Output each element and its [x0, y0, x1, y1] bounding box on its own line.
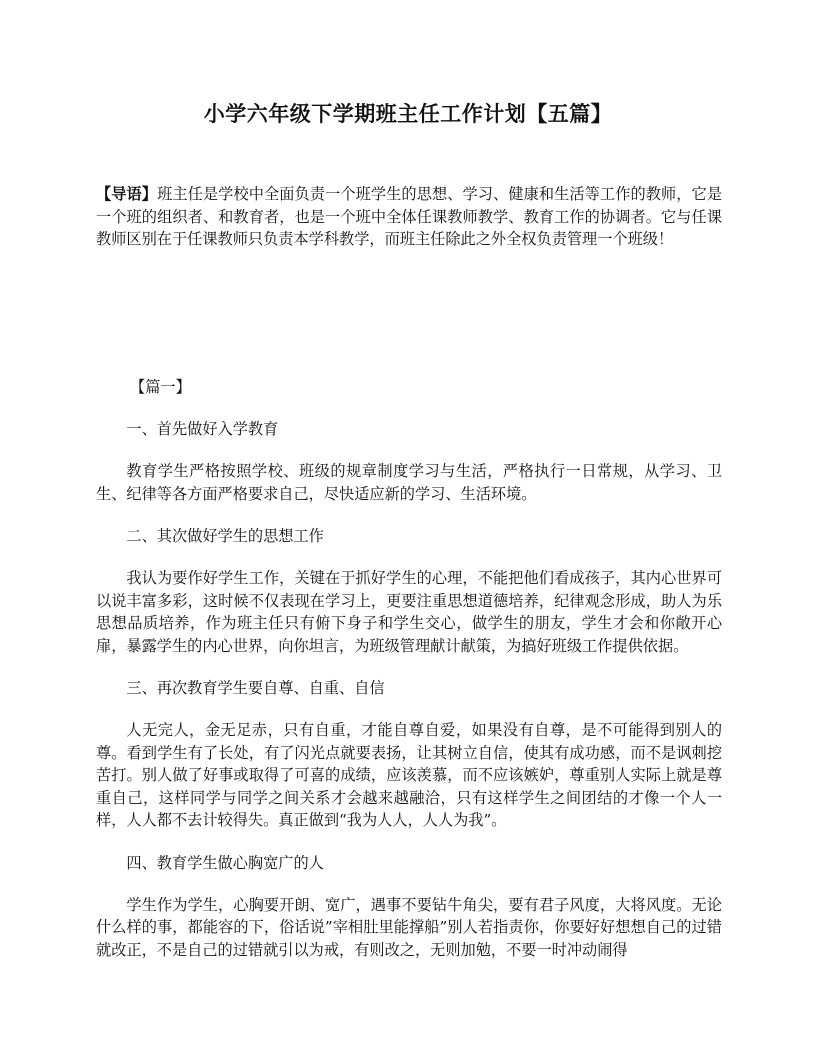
section-heading-3: 三、再次教育学生要自尊、自重、自信 — [126, 679, 385, 697]
intro-paragraph — [96, 183, 722, 251]
document-title: 小学六年级下学期班主任工作计划【五篇】 — [203, 101, 613, 126]
intro-label: 【导语】 — [96, 185, 158, 203]
section-paragraph-3: 人无完人，金无足赤，只有自重，才能自尊自爱，如果没有自尊，是不可能得到别人的尊。看到学生有了长处，有了闪光点就要表扬，让其树立自信，使其有成功感，而不是讽刺挖苦打。别人做了好事或取得了可喜的成绩，应该羡慕，而不应该嫉妒，尊重别人实际上就是尊重自己，这样同学与同学之间关系才会越来越融洽，只有这样学生之间团结的才像一个人一样，人人都不去计较得失。真正做到“我为人人，人人为我”。 — [96, 721, 722, 829]
document-body — [96, 418, 722, 981]
section-paragraph-1: 教育学生严格按照学校、班级的规章制度学习与生活，严格执行一日常规，从学习、卫生、纪律等各方面严格要求自己，尽快适应新的学习、生活环境。 — [96, 462, 722, 503]
intro-text: 班主任是学校中全面负责一个班学生的思想、学习、健康和生活等工作的教师，它是一个班的组织者、和教育者，也是一个班中全体任课教师教学、教育工作的协调者。它与任课教师区别在于任课教师只负责本学科教学，而班主任除此之外全权负责管理一个班级！ — [96, 185, 723, 248]
section-paragraph-2: 我认为要作好学生工作，关键在于抓好学生的心理，不能把他们看成孩子，其内心世界可以说丰富多彩，这时候不仅表现在学习上，更要注重思想道德培养，纪律观念形成，助人为乐思想品质培养，作为班主任只有俯下身子和学生交心，做学生的朋友，学生才会和你敞开心扉，暴露学生的内心世界，向你坦言，为班级管理献计献策，为搞好班级工作提供依据。 — [96, 569, 722, 655]
section-heading-1: 一、首先做好入学教育 — [126, 420, 279, 438]
section-heading-2: 二、其次做好学生的思想工作 — [126, 527, 324, 545]
section-label: 【篇一】 — [130, 378, 191, 396]
section-paragraph-4: 学生作为学生，心胸要开朗、宽广，遇事不要钻牛角尖，要有君子风度，大将风度。无论什么样的事，都能容的下，俗话说”宰相肚里能撑船”别人若指责你，你要好好想想自己的过错就改正，不是自己的过错就引以为戒，有则改之，无则加勉，不要一时冲动闹得 — [96, 895, 722, 959]
section-heading-4: 四、教育学生做心胸宽广的人 — [126, 853, 324, 872]
